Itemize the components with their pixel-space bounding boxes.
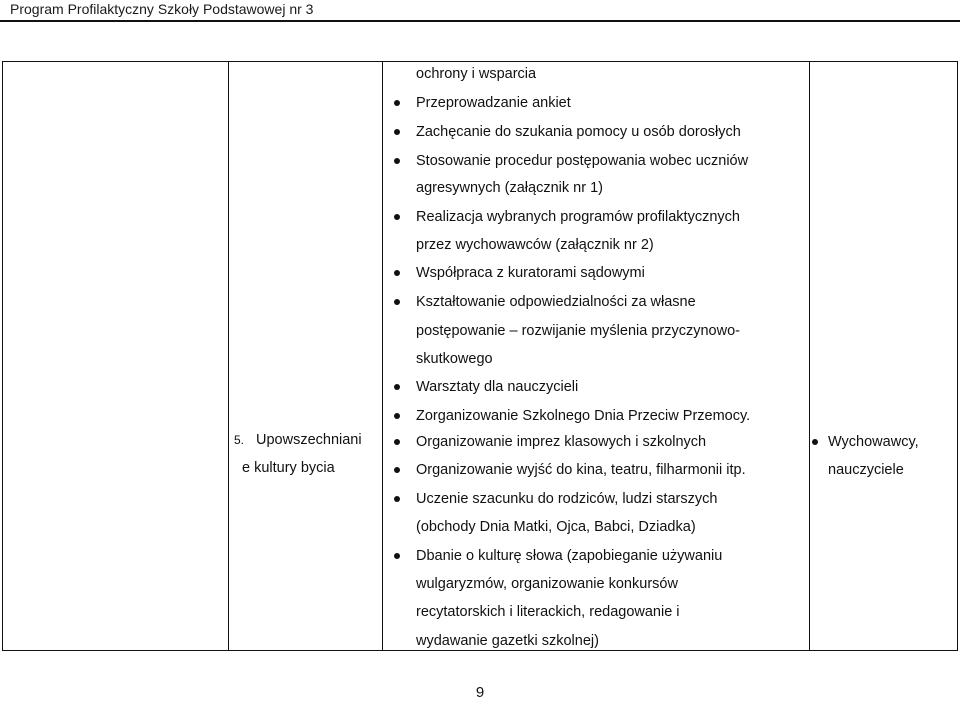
activity-line bbox=[390, 485, 810, 513]
activity-line bbox=[390, 542, 810, 570]
bullet-dot bbox=[394, 439, 400, 445]
activity-text: Organizowanie wyjść do kina, teatru, filharmonii itp. bbox=[416, 462, 746, 478]
task-name-line-1: Upowszechniani bbox=[256, 432, 362, 448]
activity-line bbox=[390, 317, 810, 345]
bullet-dot bbox=[394, 299, 400, 305]
activity-text: Przeprowadzanie ankiet bbox=[416, 95, 571, 111]
bullet-dot bbox=[394, 270, 400, 276]
activity-line bbox=[390, 402, 810, 430]
activity-line bbox=[390, 231, 810, 259]
bullet-dot bbox=[394, 158, 400, 164]
activity-text: (obchody Dnia Matki, Ojca, Babci, Dziadka) bbox=[416, 519, 696, 535]
activity-text: Zorganizowanie Szkolnego Dnia Przeciw Przemocy. bbox=[416, 408, 751, 424]
activity-text: Realizacja wybranych programów profilaktycznych bbox=[416, 209, 740, 225]
activity-line bbox=[390, 456, 810, 484]
activity-text: Kształtowanie odpowiedzialności za własne bbox=[416, 294, 696, 310]
bullet-dot bbox=[394, 553, 400, 559]
activity-text: Stosowanie procedur postępowania wobec uczniów bbox=[416, 153, 749, 169]
activity-line bbox=[390, 627, 810, 655]
bullet-dot bbox=[394, 384, 400, 390]
bullet-dot bbox=[812, 439, 818, 445]
activity-line bbox=[390, 513, 810, 541]
column-divider-2 bbox=[382, 61, 383, 651]
activity-text: wulgaryzmów, organizowanie konkursów bbox=[416, 576, 678, 592]
activity-line bbox=[390, 89, 810, 117]
activity-text: Warsztaty dla nauczycieli bbox=[416, 379, 579, 395]
activity-text: Organizowanie imprez klasowych i szkolnych bbox=[416, 434, 707, 450]
responsible-line-2: nauczyciele bbox=[828, 462, 904, 478]
activity-text: Zachęcanie do szukania pomocy u osób dorosłych bbox=[416, 124, 741, 140]
bullet-dot bbox=[394, 496, 400, 502]
row-number: 5. bbox=[234, 433, 245, 447]
activity-line bbox=[390, 259, 810, 287]
table-right-border bbox=[957, 61, 958, 651]
activity-line bbox=[390, 147, 810, 175]
bullet-dot bbox=[394, 129, 400, 135]
document-header-title: Program Profilaktyczny Szkoły Podstawowej nr 3 bbox=[10, 1, 314, 17]
activity-line bbox=[390, 174, 810, 202]
activity-line bbox=[390, 288, 810, 316]
activity-line bbox=[390, 203, 810, 231]
activity-text: postępowanie – rozwijanie myślenia przyczynowo- bbox=[416, 323, 740, 339]
activity-line bbox=[390, 373, 810, 401]
activity-line bbox=[390, 428, 810, 456]
activity-line bbox=[390, 60, 810, 88]
activity-text: wydawanie gazetki szkolnej) bbox=[416, 633, 599, 649]
activity-text: Dbanie o kulturę słowa (zapobieganie używaniu bbox=[416, 548, 723, 564]
activity-line bbox=[390, 570, 810, 598]
activity-line bbox=[390, 345, 810, 373]
responsible-line-1: Wychowawcy, bbox=[812, 428, 919, 456]
activity-line bbox=[390, 598, 810, 626]
activity-text: Uczenie szacunku do rodziców, ludzi starszych bbox=[416, 491, 718, 507]
bullet-dot bbox=[394, 467, 400, 473]
column-divider-1 bbox=[228, 61, 229, 651]
activity-text: ochrony i wsparcia bbox=[416, 66, 537, 82]
page-number: 9 bbox=[475, 684, 485, 701]
bullet-dot bbox=[394, 214, 400, 220]
activity-text: skutkowego bbox=[416, 351, 493, 367]
activity-text: Współpraca z kuratorami sądowymi bbox=[416, 265, 645, 281]
task-name-line-2: e kultury bycia bbox=[242, 460, 335, 476]
activity-text: przez wychowawców (załącznik nr 2) bbox=[416, 237, 654, 253]
activity-text: recytatorskich i literackich, redagowanie i bbox=[416, 604, 680, 620]
activity-line bbox=[390, 118, 810, 146]
bullet-dot bbox=[394, 100, 400, 106]
bullet-dot bbox=[394, 413, 400, 419]
activity-text: agresywnych (załącznik nr 1) bbox=[416, 180, 603, 196]
table-left-border bbox=[2, 61, 3, 651]
